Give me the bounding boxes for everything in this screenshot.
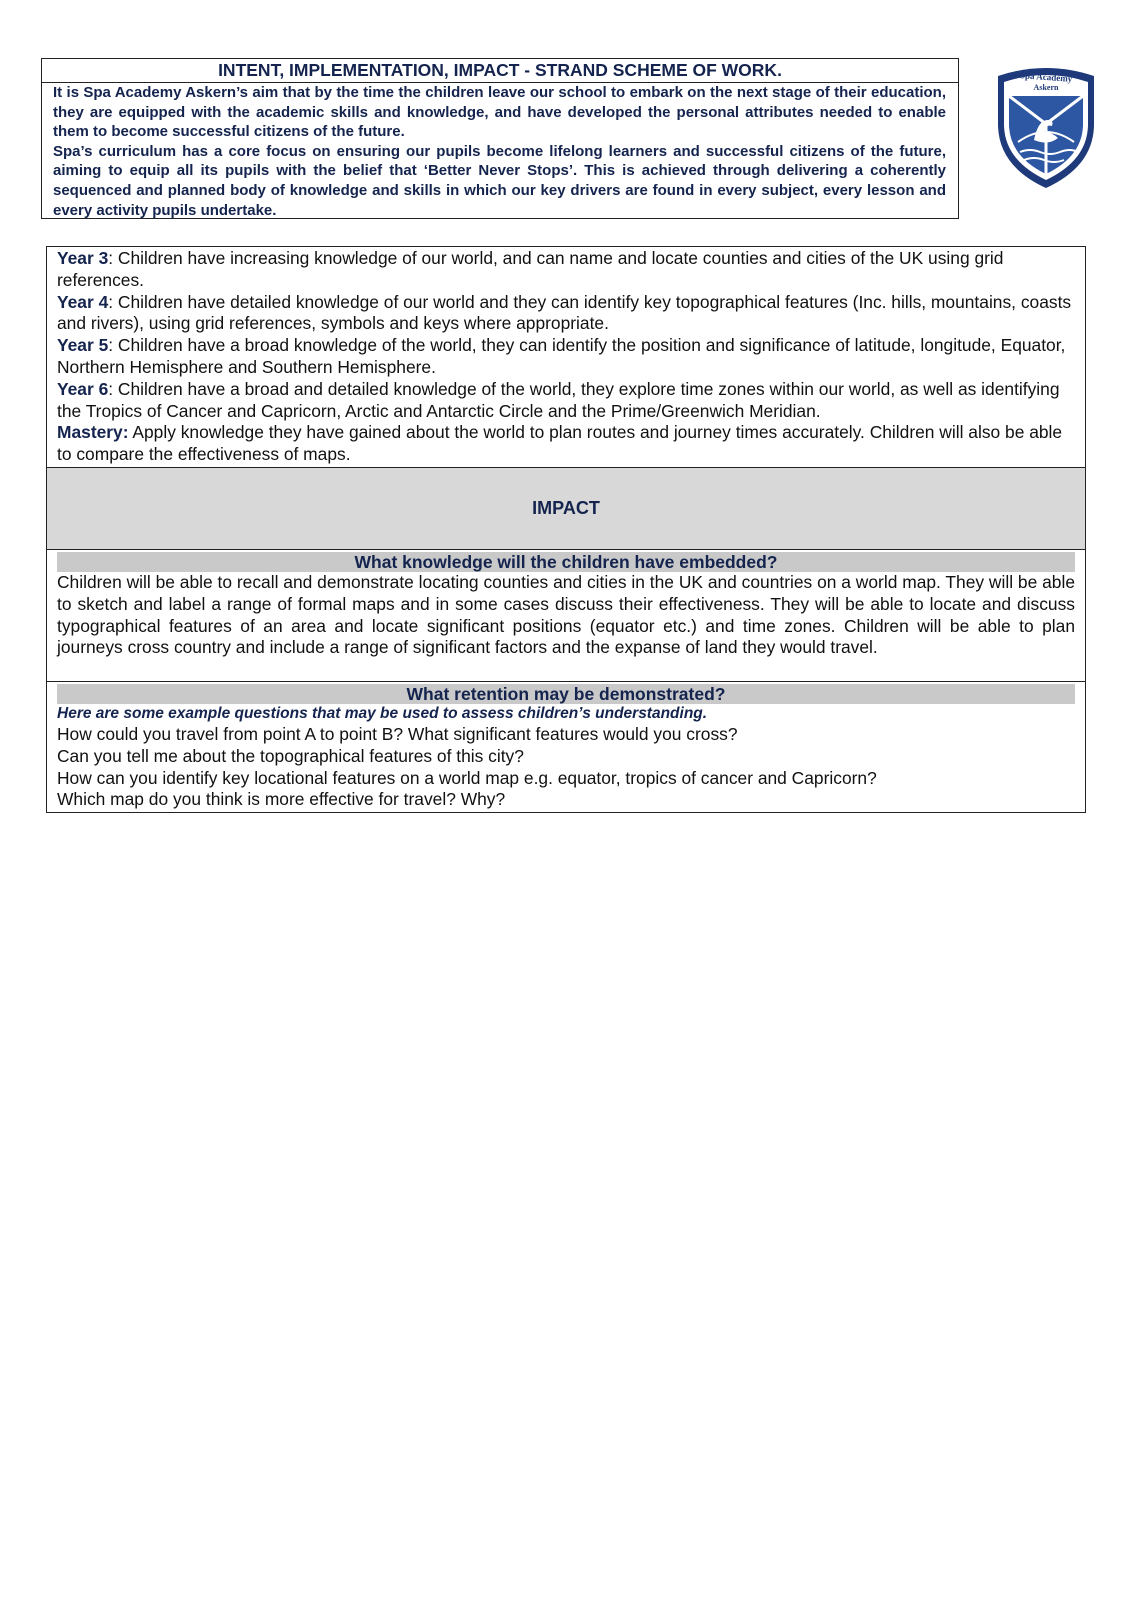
year-3-objective <box>57 248 1075 292</box>
year-5-objective <box>57 335 1075 379</box>
year-objectives <box>47 247 1085 468</box>
mastery-label: Mastery: <box>57 422 129 443</box>
page-title: INTENT, IMPLEMENTATION, IMPACT - STRAND SCHEME OF WORK. <box>42 59 958 83</box>
knowledge-heading: What knowledge will the children have embedded? <box>57 552 1075 572</box>
school-crest-logo <box>990 62 1102 192</box>
year-5-label: Year 5 <box>57 335 109 356</box>
year-4-objective <box>57 292 1075 336</box>
year-3-text: : Children have increasing knowledge of our world, and can name and locate counties and cities of the UK using grid references. <box>57 248 1004 290</box>
retention-intro: Here are some example questions that may be used to assess children’s understanding. <box>57 705 708 722</box>
year-5-text: : Children have a broad knowledge of the world, they can identify the position and significance of latitude, longitude, Equator, Northern Hemisphere and Southern Hemisphere. <box>57 335 1066 377</box>
intent-paragraph-aim: It is Spa Academy Askern’s aim that by the time the children leave our school to embark on the next stage of their education, they are equipped with the academic skills and knowledge, and have developed the personal attributes needed to enable them to become successful citizens of the future. <box>53 84 946 141</box>
logo-school-location: Askern <box>1033 83 1059 92</box>
logo-school-name: Spa Academy <box>1019 70 1073 84</box>
retention-section <box>47 682 1085 811</box>
mastery-objective <box>57 422 1075 466</box>
intent-statement <box>42 83 958 220</box>
knowledge-section <box>47 550 1085 682</box>
retention-question: Which map do you think is more effective for travel? Why? <box>57 789 506 810</box>
year-6-label: Year 6 <box>57 378 109 399</box>
intent-header-box <box>41 58 959 219</box>
retention-question: Can you tell me about the topographical features of this city? <box>57 745 524 766</box>
intent-paragraph-curriculum: Spa’s curriculum has a core focus on ensuring our pupils become lifelong learners and successful citizens of the future, aiming to equip all its pupils with the belief that ‘Better Never Stops’. This is achieved through delivering a coherently sequenced and planned body of knowledge and skills in which our key drivers are found in every subject, every lesson and every activity pupils undertake. <box>53 142 946 219</box>
retention-question: How could you travel from point A to point B? What significant features would you cross? <box>57 724 738 744</box>
year-6-objective <box>57 379 1075 423</box>
year-4-label: Year 4 <box>57 291 109 312</box>
year-3-label: Year 3 <box>57 248 109 268</box>
impact-heading: IMPACT <box>47 468 1085 550</box>
knowledge-text: Children will be able to recall and demonstrate locating counties and cities in the UK and countries on a world map. They will be able to sketch and label a range of formal maps and in some cases discuss their effectiveness. They will be able to locate and discuss typographical features of an area and locate significant positions (equator etc.) and time zones. Children will be able to plan journeys cross country and include a range of significant factors and the expanse of land they would travel. <box>57 572 1075 658</box>
strand-table <box>46 246 1086 813</box>
year-6-text: : Children have a broad and detailed knowledge of the world, they explore time zones within our world, as well as identifying the Tropics of Cancer and Capricorn, Arctic and Antarctic Circle and the Prime/Greenwich Meridian. <box>57 378 1060 421</box>
mastery-text: Apply knowledge they have gained about the world to plan routes and journey times accurately. Children will also be able to compare the effectiveness of maps. <box>57 422 1063 465</box>
retention-question: How can you identify key locational features on a world map e.g. equator, tropics of cancer and Capricorn? <box>57 767 877 788</box>
year-4-text: : Children have detailed knowledge of our world and they can identify key topographical features (Inc. hills, mountains, coasts and rivers), using grid references, symbols and keys where appropriate. <box>57 291 1072 334</box>
retention-heading: What retention may be demonstrated? <box>57 684 1075 704</box>
